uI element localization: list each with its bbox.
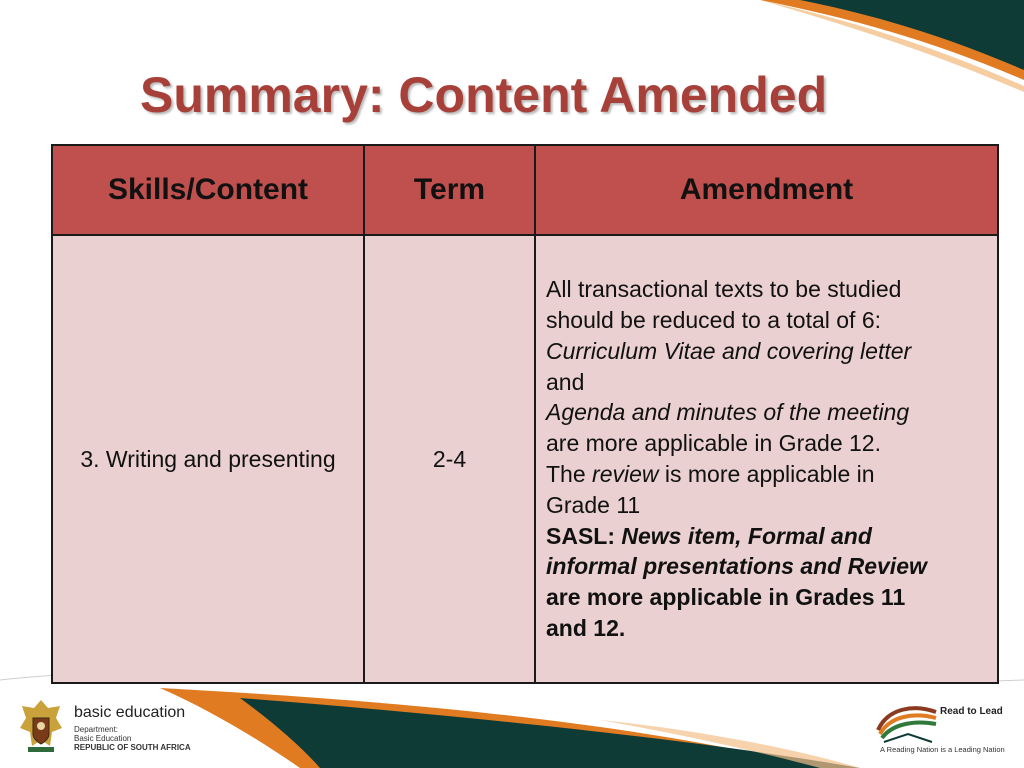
- amendment-line: are more applicable in Grades 11: [546, 584, 906, 611]
- amendment-text: is more applicable in: [658, 461, 875, 487]
- amendment-line: [546, 551, 979, 582]
- amendment-text: The: [546, 461, 593, 487]
- logo-dept-line: Department:: [74, 725, 119, 734]
- amendment-line: Grade 11: [546, 491, 641, 518]
- read-to-lead-logo: [874, 700, 1014, 762]
- amendment-line: [546, 336, 979, 367]
- amendment-line: [546, 459, 979, 490]
- amendment-line: and: [546, 368, 585, 395]
- amendment-line: [546, 397, 979, 428]
- amendment-line: [546, 521, 979, 552]
- amendment-italic-text: review: [592, 461, 659, 487]
- amendment-italic-text: Curriculum Vitae and covering letter: [546, 337, 912, 364]
- cell-amendment: [535, 235, 998, 683]
- table-header-row: [52, 145, 998, 235]
- read-to-lead-slogan: A Reading Nation is a Leading Nation: [880, 745, 1005, 754]
- amendment-line: are more applicable in Grade 12.: [546, 430, 881, 457]
- header-amendment: Amendment: [535, 145, 998, 235]
- header-skills-content: Skills/Content: [52, 145, 364, 235]
- logo-name: basic education: [74, 704, 186, 721]
- logo-dept-line: Basic Education: [74, 734, 132, 743]
- open-book-icon: [874, 700, 940, 744]
- amendment-bold-italic-text: informal presentations and Review: [546, 553, 927, 580]
- amendment-line: and 12.: [546, 614, 626, 641]
- logo-department: [74, 725, 191, 752]
- amendment-bold-italic-text: News item, Formal and: [621, 522, 872, 549]
- coat-of-arms-icon: [16, 698, 66, 756]
- amendment-italic-text: Agenda and minutes of the meeting: [546, 399, 910, 426]
- slide-title: Summary: Content Amended: [140, 67, 828, 123]
- table-row: [52, 235, 998, 683]
- cell-term: 2-4: [364, 235, 535, 683]
- logo-dept-line: REPUBLIC OF SOUTH AFRICA: [74, 743, 191, 752]
- header-term: Term: [364, 145, 535, 235]
- amendment-line: should be reduced to a total of 6:: [546, 307, 882, 334]
- summary-table: [51, 144, 999, 684]
- read-to-lead-title: Read to Lead: [940, 706, 1003, 717]
- cell-skill: 3. Writing and presenting: [52, 235, 364, 683]
- basic-education-logo: [16, 698, 206, 758]
- amendment-line: All transactional texts to be studied: [546, 276, 902, 303]
- amendment-bold-text: SASL:: [546, 522, 622, 549]
